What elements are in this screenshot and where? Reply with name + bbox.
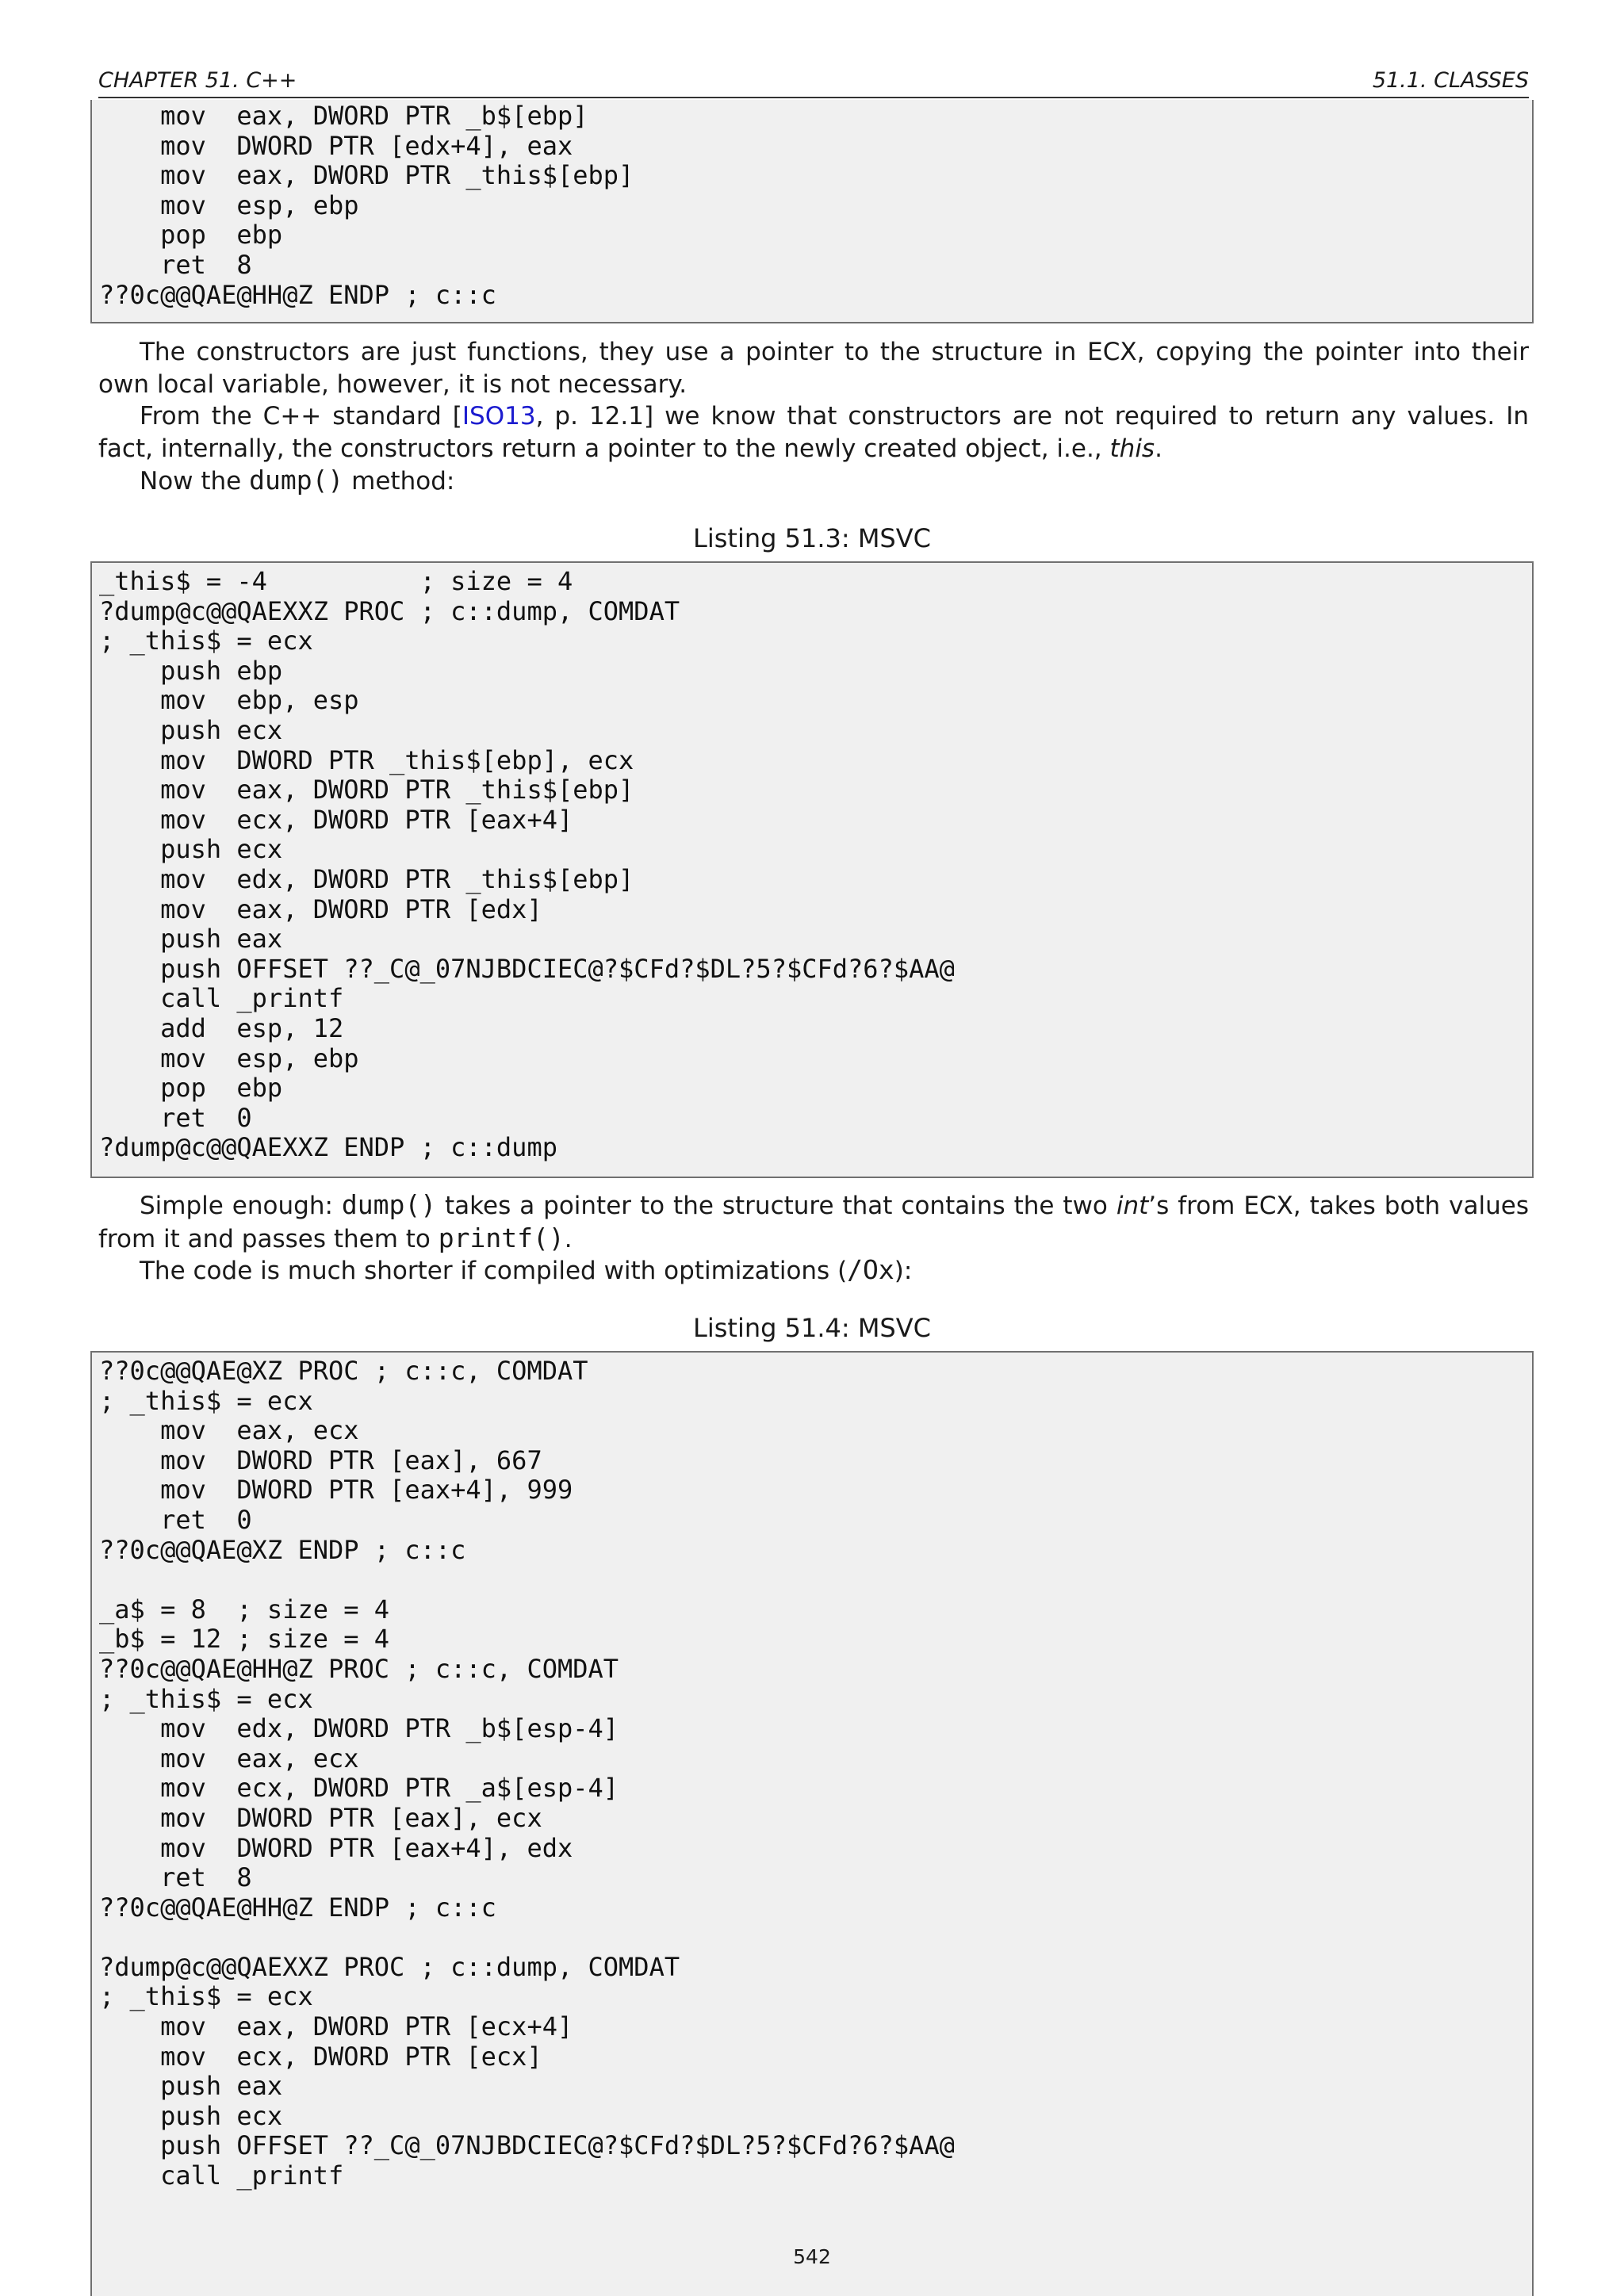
emphasis-text: int	[1116, 1192, 1149, 1220]
paragraph-constructors	[98, 336, 1529, 400]
listing-caption: Listing 51.3: MSVC	[693, 523, 931, 553]
paragraph-dump-intro	[98, 465, 1529, 498]
code-listing-51-3: _this$ = -4 ; size = 4 ?dump@c@@QAEXXZ PROC ; c::dump, COMDAT ; _this$ = ecx push ebp mov ebp, esp push ecx mov DWORD PTR _this$[ebp], ecx mov eax, DWORD PTR _this$[ebp] mov ecx, DWORD PTR [eax+4] push ecx mov edx, DWORD PTR _this$[ebp] mov eax, DWORD PTR [edx] push eax push OFFSET ??_C@_07NJBDCIEC@?$CFd?$DL?5?$CFd?6?$AA@ call _printf add esp, 12 mov esp, ebp pop ebp ret 0 ?dump@c@@QAEXXZ ENDP ; c::dump	[90, 561, 1534, 1178]
paragraph-text: ’s from ECX, takes both values from it and passes them to	[98, 1192, 1529, 1253]
paragraph-optimizations	[98, 1254, 1529, 1288]
paragraph-text: .	[564, 1224, 573, 1253]
page-header	[98, 68, 1529, 98]
inline-code: printf()	[438, 1222, 565, 1253]
paragraph-text: method:	[343, 467, 455, 496]
paragraph-simple-enough	[98, 1189, 1529, 1255]
paragraph-text: takes a pointer to the structure that contains the two	[436, 1192, 1116, 1220]
chapter-title: CHAPTER 51. C++	[98, 68, 297, 93]
paragraph-text: From the C++ standard [	[140, 402, 462, 430]
section-title: 51.1. CLASSES	[1372, 68, 1529, 93]
paragraph-text: ):	[894, 1257, 913, 1285]
code-listing-51-4: ??0c@@QAE@XZ PROC ; c::c, COMDAT ; _this$ = ecx mov eax, ecx mov DWORD PTR [eax], 667 mov DWORD PTR [eax+4], 999 ret 0 ??0c@@QAE@XZ ENDP ; c::c _a$ = 8 ; size = 4 _b$ = 12 ; size = 4 ??0c@@QAE@HH@Z PROC ; c::c, COMDAT ; _this$ = ecx mov edx, DWORD PTR _b$[esp-4] mov eax, ecx mov ecx, DWORD PTR _a$[esp-4] mov DWORD PTR [eax], ecx mov DWORD PTR [eax+4], edx ret 8 ??0c@@QAE@HH@Z ENDP ; c::c ?dump@c@@QAEXXZ PROC ; c::dump, COMDAT ; _this$ = ecx mov eax, DWORD PTR [ecx+4] mov ecx, DWORD PTR [ecx] push eax push ecx push OFFSET ??_C@_07NJBDCIEC@?$CFd?$DL?5?$CFd?6?$AA@ call _printf	[90, 1351, 1534, 2296]
paragraph-text: The constructors are just functions, they use a pointer to the structure in ECX, copying the pointer into their own local variable, however, it is not necessary.	[98, 338, 1529, 399]
paragraph-text: Now the	[140, 467, 250, 496]
paragraph-text: The code is much shorter if compiled with optimizations (	[140, 1257, 848, 1285]
inline-code: /Ox	[847, 1254, 894, 1285]
paragraph-text: , p. 12.1] we know that constructors are not required to return any values. In fact, internally, the constructors return a pointer to the newly created object, i.e.,	[98, 402, 1529, 463]
citation-link[interactable]: ISO13	[462, 402, 536, 430]
code-listing-continued: mov eax, DWORD PTR _b$[ebp] mov DWORD PTR [edx+4], eax mov eax, DWORD PTR _this$[ebp] mov esp, ebp pop ebp ret 8 ??0c@@QAE@HH@Z ENDP ; c::c	[90, 100, 1534, 323]
inline-code: dump()	[341, 1189, 437, 1220]
paragraph-text: .	[1155, 434, 1162, 463]
paragraph-cpp-standard	[98, 400, 1529, 465]
inline-code: dump()	[249, 465, 344, 496]
page-number: 542	[793, 2245, 831, 2268]
listing-caption: Listing 51.4: MSVC	[693, 1313, 931, 1343]
paragraph-text: Simple enough:	[140, 1192, 342, 1220]
emphasis-text: this	[1109, 434, 1155, 463]
